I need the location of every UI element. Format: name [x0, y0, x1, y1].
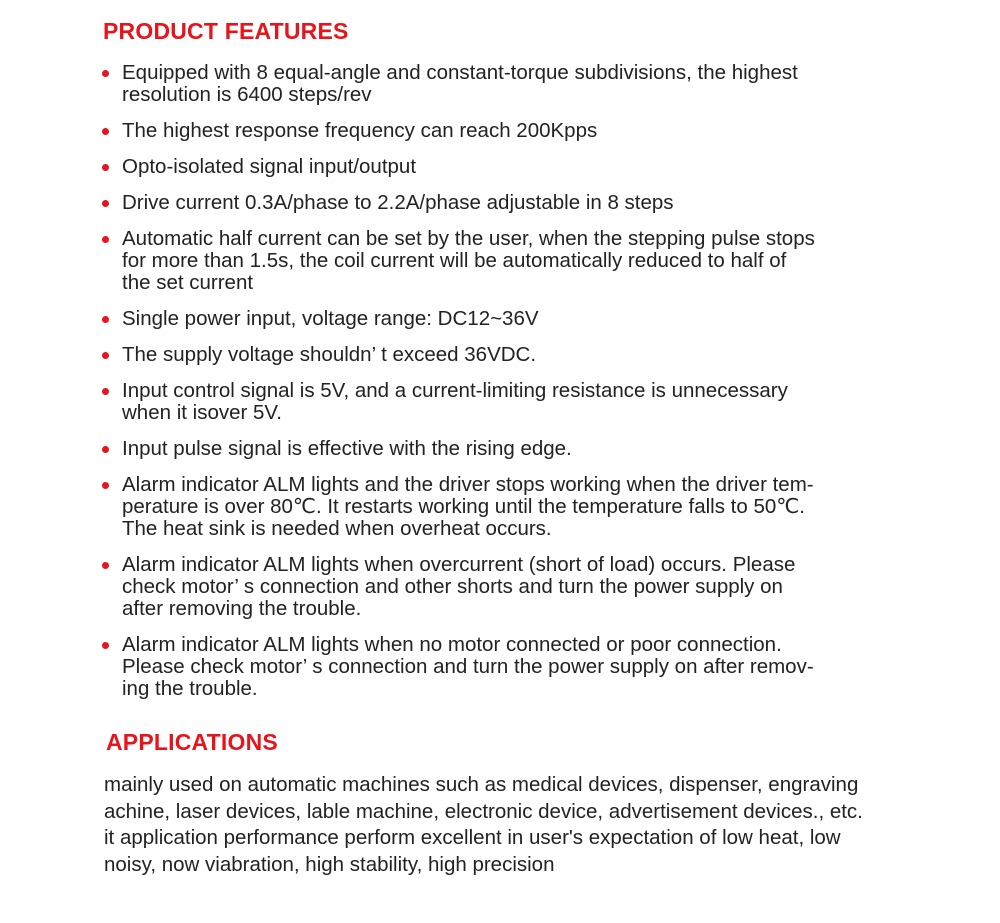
- bullet-icon: [102, 352, 109, 359]
- bullet-icon: [102, 446, 109, 453]
- feature-item-2: [101, 120, 921, 142]
- features-list: [101, 62, 921, 714]
- feature-text: Alarm indicator ALM lights and the driver stops working when the driver tem- perature is over 80℃. It restarts working until the temperature falls to 50℃. The heat sink is needed when overheat occurs.: [122, 473, 814, 540]
- bullet-icon: [102, 388, 109, 395]
- applications-heading: APPLICATIONS: [106, 729, 278, 755]
- feature-item-5: [101, 228, 921, 294]
- feature-item-7: [101, 344, 921, 366]
- feature-text: Opto-isolated signal input/output: [122, 155, 417, 178]
- feature-text: The highest response frequency can reach 200Kpps: [122, 119, 598, 142]
- feature-text: The supply voltage shouldn’ t exceed 36VDC.: [122, 343, 537, 366]
- feature-text: Alarm indicator ALM lights when overcurrent (short of load) occurs. Please check motor’ s connection and other shorts and turn the power supply on after removing the trouble.: [122, 553, 796, 620]
- bullet-icon: [102, 482, 109, 489]
- feature-text: Equipped with 8 equal-angle and constant-torque subdivisions, the highest resolution is 6400 steps/rev: [122, 61, 798, 106]
- product-features-heading: PRODUCT FEATURES: [103, 18, 349, 44]
- feature-text: Input pulse signal is effective with the rising edge.: [122, 437, 572, 460]
- feature-item-3: [101, 156, 921, 178]
- feature-item-12: [101, 634, 921, 700]
- feature-text: Automatic half current can be set by the user, when the stepping pulse stops for more than 1.5s, the coil current will be automatically reduced to half of the set current: [122, 227, 815, 294]
- feature-item-4: [101, 192, 921, 214]
- feature-item-6: [101, 308, 921, 330]
- bullet-icon: [102, 164, 109, 171]
- bullet-icon: [102, 316, 109, 323]
- bullet-icon: [102, 642, 109, 649]
- feature-item-11: [101, 554, 921, 620]
- feature-text: Alarm indicator ALM lights when no motor connected or poor connection. Please check motor’ s connection and turn the power supply on after remov- ing the trouble.: [122, 633, 814, 700]
- applications-text: mainly used on automatic machines such as medical devices, dispenser, engraving achine, laser devices, lable machine, electronic device, advertisement devices., etc. it application performance perform excellent in user's expectation of low heat, low noisy, now viabration, high stability, high precision: [104, 773, 863, 876]
- bullet-icon: [102, 200, 109, 207]
- feature-item-8: [101, 380, 921, 424]
- bullet-icon: [102, 562, 109, 569]
- bullet-icon: [102, 236, 109, 243]
- feature-item-1: [101, 62, 921, 106]
- bullet-icon: [102, 128, 109, 135]
- feature-item-10: [101, 474, 921, 540]
- feature-text: Single power input, voltage range: DC12~36V: [122, 307, 539, 330]
- feature-item-9: [101, 438, 921, 460]
- feature-text: Drive current 0.3A/phase to 2.2A/phase adjustable in 8 steps: [122, 191, 674, 214]
- feature-text: Input control signal is 5V, and a current-limiting resistance is unnecessary when it isover 5V.: [122, 379, 788, 424]
- bullet-icon: [102, 70, 109, 77]
